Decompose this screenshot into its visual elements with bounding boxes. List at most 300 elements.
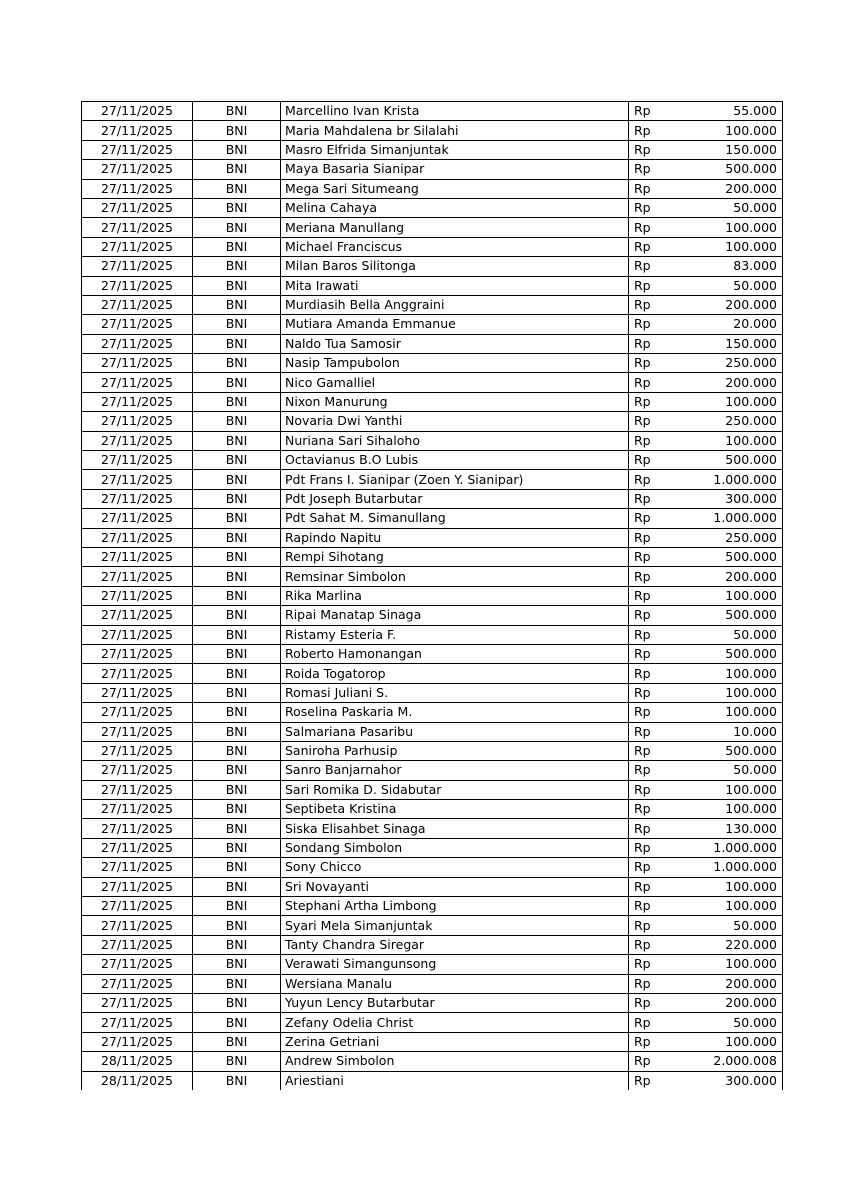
table-row [82, 877, 783, 896]
donor-name-cell: Stephani Artha Limbong [281, 897, 629, 916]
currency-cell: Rp [629, 140, 682, 159]
donor-name-cell: Nico Gamalliel [281, 373, 629, 392]
donor-name-cell: Nixon Manurung [281, 392, 629, 411]
donor-name-cell: Rapindo Napitu [281, 528, 629, 547]
amount-cell: 200.000 [681, 567, 783, 586]
table-row [82, 625, 783, 644]
table-row [82, 935, 783, 954]
date-cell: 27/11/2025 [82, 935, 193, 954]
table-row [82, 780, 783, 799]
currency-cell: Rp [629, 780, 682, 799]
currency-cell: Rp [629, 276, 682, 295]
currency-cell: Rp [629, 586, 682, 605]
amount-cell: 250.000 [681, 354, 783, 373]
table-row [82, 838, 783, 857]
bank-cell: BNI [193, 489, 281, 508]
donor-name-cell: Tanty Chandra Siregar [281, 935, 629, 954]
donor-name-cell: Salmariana Pasaribu [281, 722, 629, 741]
table-row [82, 1071, 783, 1090]
amount-cell: 200.000 [681, 993, 783, 1012]
table-row [82, 431, 783, 450]
donor-name-cell: Andrew Simbolon [281, 1052, 629, 1071]
date-cell: 27/11/2025 [82, 509, 193, 528]
donor-name-cell: Rika Marlina [281, 586, 629, 605]
bank-cell: BNI [193, 509, 281, 528]
bank-cell: BNI [193, 412, 281, 431]
bank-cell: BNI [193, 625, 281, 644]
donor-name-cell: Rempi Sihotang [281, 547, 629, 566]
currency-cell: Rp [629, 838, 682, 857]
donor-name-cell: Melina Cahaya [281, 198, 629, 217]
amount-cell: 150.000 [681, 334, 783, 353]
bank-cell: BNI [193, 451, 281, 470]
date-cell: 27/11/2025 [82, 800, 193, 819]
date-cell: 27/11/2025 [82, 470, 193, 489]
table-row [82, 295, 783, 314]
date-cell: 27/11/2025 [82, 819, 193, 838]
bank-cell: BNI [193, 547, 281, 566]
amount-cell: 200.000 [681, 295, 783, 314]
date-cell: 27/11/2025 [82, 198, 193, 217]
amount-cell: 150.000 [681, 140, 783, 159]
donor-name-cell: Marcellino Ivan Krista [281, 102, 629, 121]
amount-cell: 100.000 [681, 121, 783, 140]
table-row [82, 897, 783, 916]
bank-cell: BNI [193, 974, 281, 993]
date-cell: 27/11/2025 [82, 1032, 193, 1051]
donor-name-cell: Romasi Juliani S. [281, 683, 629, 702]
amount-cell: 50.000 [681, 761, 783, 780]
date-cell: 27/11/2025 [82, 412, 193, 431]
currency-cell: Rp [629, 257, 682, 276]
donor-name-cell: Syari Mela Simanjuntak [281, 916, 629, 935]
bank-cell: BNI [193, 955, 281, 974]
date-cell: 27/11/2025 [82, 780, 193, 799]
bank-cell: BNI [193, 567, 281, 586]
amount-cell: 100.000 [681, 955, 783, 974]
currency-cell: Rp [629, 1071, 682, 1090]
bank-cell: BNI [193, 1032, 281, 1051]
date-cell: 27/11/2025 [82, 606, 193, 625]
date-cell: 27/11/2025 [82, 586, 193, 605]
currency-cell: Rp [629, 237, 682, 256]
date-cell: 27/11/2025 [82, 179, 193, 198]
amount-cell: 300.000 [681, 489, 783, 508]
donor-name-cell: Verawati Simangunsong [281, 955, 629, 974]
amount-cell: 10.000 [681, 722, 783, 741]
table-row [82, 160, 783, 179]
bank-cell: BNI [193, 315, 281, 334]
amount-cell: 500.000 [681, 547, 783, 566]
donor-name-cell: Murdiasih Bella Anggraini [281, 295, 629, 314]
table-row [82, 451, 783, 470]
currency-cell: Rp [629, 819, 682, 838]
table-row [82, 528, 783, 547]
currency-cell: Rp [629, 121, 682, 140]
amount-cell: 100.000 [681, 237, 783, 256]
donor-name-cell: Meriana Manullang [281, 218, 629, 237]
amount-cell: 250.000 [681, 412, 783, 431]
bank-cell: BNI [193, 838, 281, 857]
bank-cell: BNI [193, 993, 281, 1012]
currency-cell: Rp [629, 897, 682, 916]
date-cell: 27/11/2025 [82, 974, 193, 993]
amount-cell: 100.000 [681, 877, 783, 896]
amount-cell: 130.000 [681, 819, 783, 838]
amount-cell: 200.000 [681, 974, 783, 993]
date-cell: 27/11/2025 [82, 121, 193, 140]
table-row [82, 218, 783, 237]
table-row [82, 315, 783, 334]
table-row [82, 993, 783, 1012]
bank-cell: BNI [193, 179, 281, 198]
currency-cell: Rp [629, 761, 682, 780]
donation-table-body [82, 102, 783, 1090]
currency-cell: Rp [629, 489, 682, 508]
table-row [82, 722, 783, 741]
currency-cell: Rp [629, 451, 682, 470]
date-cell: 27/11/2025 [82, 354, 193, 373]
amount-cell: 2.000.008 [681, 1052, 783, 1071]
date-cell: 27/11/2025 [82, 218, 193, 237]
donor-name-cell: Remsinar Simbolon [281, 567, 629, 586]
donor-name-cell: Zerina Getriani [281, 1032, 629, 1051]
date-cell: 27/11/2025 [82, 102, 193, 121]
bank-cell: BNI [193, 897, 281, 916]
amount-cell: 500.000 [681, 451, 783, 470]
donor-name-cell: Sony Chicco [281, 858, 629, 877]
currency-cell: Rp [629, 935, 682, 954]
amount-cell: 500.000 [681, 741, 783, 760]
date-cell: 28/11/2025 [82, 1071, 193, 1090]
table-row [82, 1013, 783, 1032]
date-cell: 27/11/2025 [82, 993, 193, 1012]
currency-cell: Rp [629, 160, 682, 179]
currency-cell: Rp [629, 528, 682, 547]
bank-cell: BNI [193, 237, 281, 256]
table-row [82, 1052, 783, 1071]
donor-name-cell: Mutiara Amanda Emmanue [281, 315, 629, 334]
date-cell: 27/11/2025 [82, 644, 193, 663]
currency-cell: Rp [629, 974, 682, 993]
donor-name-cell: Saniroha Parhusip [281, 741, 629, 760]
currency-cell: Rp [629, 547, 682, 566]
donor-name-cell: Sondang Simbolon [281, 838, 629, 857]
date-cell: 27/11/2025 [82, 295, 193, 314]
donor-name-cell: Mita Irawati [281, 276, 629, 295]
amount-cell: 100.000 [681, 703, 783, 722]
amount-cell: 500.000 [681, 160, 783, 179]
bank-cell: BNI [193, 218, 281, 237]
table-row [82, 1032, 783, 1051]
table-row [82, 800, 783, 819]
amount-cell: 500.000 [681, 644, 783, 663]
bank-cell: BNI [193, 606, 281, 625]
donor-name-cell: Siska Elisahbet Sinaga [281, 819, 629, 838]
bank-cell: BNI [193, 916, 281, 935]
date-cell: 27/11/2025 [82, 664, 193, 683]
table-row [82, 257, 783, 276]
table-row [82, 179, 783, 198]
table-row [82, 741, 783, 760]
table-row [82, 276, 783, 295]
table-row [82, 140, 783, 159]
date-cell: 28/11/2025 [82, 1052, 193, 1071]
bank-cell: BNI [193, 1013, 281, 1032]
currency-cell: Rp [629, 1032, 682, 1051]
date-cell: 27/11/2025 [82, 547, 193, 566]
table-row [82, 664, 783, 683]
date-cell: 27/11/2025 [82, 276, 193, 295]
currency-cell: Rp [629, 800, 682, 819]
table-row [82, 644, 783, 663]
amount-cell: 220.000 [681, 935, 783, 954]
bank-cell: BNI [193, 198, 281, 217]
date-cell: 27/11/2025 [82, 703, 193, 722]
table-row [82, 683, 783, 702]
bank-cell: BNI [193, 140, 281, 159]
amount-cell: 200.000 [681, 179, 783, 198]
table-row [82, 547, 783, 566]
bank-cell: BNI [193, 819, 281, 838]
date-cell: 27/11/2025 [82, 489, 193, 508]
currency-cell: Rp [629, 1052, 682, 1071]
bank-cell: BNI [193, 431, 281, 450]
donor-name-cell: Wersiana Manalu [281, 974, 629, 993]
date-cell: 27/11/2025 [82, 140, 193, 159]
amount-cell: 100.000 [681, 586, 783, 605]
bank-cell: BNI [193, 935, 281, 954]
donor-name-cell: Novaria Dwi Yanthi [281, 412, 629, 431]
currency-cell: Rp [629, 644, 682, 663]
donor-name-cell: Mega Sari Situmeang [281, 179, 629, 198]
date-cell: 27/11/2025 [82, 160, 193, 179]
bank-cell: BNI [193, 703, 281, 722]
table-row [82, 606, 783, 625]
table-row [82, 703, 783, 722]
amount-cell: 1.000.000 [681, 838, 783, 857]
donor-name-cell: Roberto Hamonangan [281, 644, 629, 663]
currency-cell: Rp [629, 916, 682, 935]
currency-cell: Rp [629, 664, 682, 683]
amount-cell: 100.000 [681, 683, 783, 702]
donor-name-cell: Pdt Frans I. Sianipar (Zoen Y. Sianipar) [281, 470, 629, 489]
donor-name-cell: Roida Togatorop [281, 664, 629, 683]
bank-cell: BNI [193, 780, 281, 799]
bank-cell: BNI [193, 470, 281, 489]
table-row [82, 392, 783, 411]
currency-cell: Rp [629, 606, 682, 625]
amount-cell: 55.000 [681, 102, 783, 121]
donor-name-cell: Michael Franciscus [281, 237, 629, 256]
bank-cell: BNI [193, 295, 281, 314]
amount-cell: 1.000.000 [681, 858, 783, 877]
bank-cell: BNI [193, 121, 281, 140]
date-cell: 27/11/2025 [82, 315, 193, 334]
donor-name-cell: Milan Baros Silitonga [281, 257, 629, 276]
currency-cell: Rp [629, 431, 682, 450]
donor-name-cell: Zefany Odelia Christ [281, 1013, 629, 1032]
currency-cell: Rp [629, 741, 682, 760]
currency-cell: Rp [629, 354, 682, 373]
table-row [82, 761, 783, 780]
amount-cell: 1.000.000 [681, 509, 783, 528]
currency-cell: Rp [629, 625, 682, 644]
donor-name-cell: Maria Mahdalena br Silalahi [281, 121, 629, 140]
bank-cell: BNI [193, 160, 281, 179]
date-cell: 27/11/2025 [82, 761, 193, 780]
currency-cell: Rp [629, 392, 682, 411]
donation-table [81, 101, 783, 1090]
amount-cell: 100.000 [681, 1032, 783, 1051]
date-cell: 27/11/2025 [82, 528, 193, 547]
bank-cell: BNI [193, 800, 281, 819]
bank-cell: BNI [193, 877, 281, 896]
donor-name-cell: Maya Basaria Sianipar [281, 160, 629, 179]
bank-cell: BNI [193, 276, 281, 295]
bank-cell: BNI [193, 644, 281, 663]
table-row [82, 489, 783, 508]
donor-name-cell: Nuriana Sari Sihaloho [281, 431, 629, 450]
table-row [82, 198, 783, 217]
table-row [82, 237, 783, 256]
currency-cell: Rp [629, 509, 682, 528]
date-cell: 27/11/2025 [82, 897, 193, 916]
currency-cell: Rp [629, 567, 682, 586]
amount-cell: 100.000 [681, 800, 783, 819]
currency-cell: Rp [629, 703, 682, 722]
date-cell: 27/11/2025 [82, 257, 193, 276]
currency-cell: Rp [629, 412, 682, 431]
date-cell: 27/11/2025 [82, 625, 193, 644]
bank-cell: BNI [193, 741, 281, 760]
date-cell: 27/11/2025 [82, 683, 193, 702]
amount-cell: 1.000.000 [681, 470, 783, 489]
donor-name-cell: Sanro Banjarnahor [281, 761, 629, 780]
date-cell: 27/11/2025 [82, 431, 193, 450]
amount-cell: 50.000 [681, 916, 783, 935]
donor-name-cell: Ripai Manatap Sinaga [281, 606, 629, 625]
currency-cell: Rp [629, 179, 682, 198]
table-row [82, 470, 783, 489]
donor-name-cell: Septibeta Kristina [281, 800, 629, 819]
donor-name-cell: Nasip Tampubolon [281, 354, 629, 373]
donor-name-cell: Masro Elfrida Simanjuntak [281, 140, 629, 159]
donor-name-cell: Ariestiani [281, 1071, 629, 1090]
date-cell: 27/11/2025 [82, 237, 193, 256]
currency-cell: Rp [629, 102, 682, 121]
amount-cell: 100.000 [681, 897, 783, 916]
currency-cell: Rp [629, 722, 682, 741]
bank-cell: BNI [193, 392, 281, 411]
donor-name-cell: Octavianus B.O Lubis [281, 451, 629, 470]
bank-cell: BNI [193, 722, 281, 741]
table-row [82, 354, 783, 373]
donor-name-cell: Roselina Paskaria M. [281, 703, 629, 722]
table-row [82, 819, 783, 838]
bank-cell: BNI [193, 334, 281, 353]
amount-cell: 500.000 [681, 606, 783, 625]
table-row [82, 586, 783, 605]
bank-cell: BNI [193, 586, 281, 605]
table-row [82, 102, 783, 121]
bank-cell: BNI [193, 257, 281, 276]
bank-cell: BNI [193, 858, 281, 877]
table-row [82, 509, 783, 528]
currency-cell: Rp [629, 877, 682, 896]
bank-cell: BNI [193, 683, 281, 702]
amount-cell: 50.000 [681, 276, 783, 295]
donor-name-cell: Yuyun Lency Butarbutar [281, 993, 629, 1012]
table-row [82, 858, 783, 877]
donor-name-cell: Sri Novayanti [281, 877, 629, 896]
table-row [82, 121, 783, 140]
currency-cell: Rp [629, 683, 682, 702]
currency-cell: Rp [629, 295, 682, 314]
amount-cell: 100.000 [681, 218, 783, 237]
currency-cell: Rp [629, 334, 682, 353]
amount-cell: 100.000 [681, 664, 783, 683]
bank-cell: BNI [193, 1071, 281, 1090]
table-row [82, 916, 783, 935]
bank-cell: BNI [193, 664, 281, 683]
date-cell: 27/11/2025 [82, 1013, 193, 1032]
donor-name-cell: Naldo Tua Samosir [281, 334, 629, 353]
date-cell: 27/11/2025 [82, 722, 193, 741]
donor-name-cell: Ristamy Esteria F. [281, 625, 629, 644]
currency-cell: Rp [629, 858, 682, 877]
donor-name-cell: Pdt Sahat M. Simanullang [281, 509, 629, 528]
amount-cell: 50.000 [681, 625, 783, 644]
bank-cell: BNI [193, 761, 281, 780]
currency-cell: Rp [629, 955, 682, 974]
amount-cell: 100.000 [681, 780, 783, 799]
table-row [82, 955, 783, 974]
donor-name-cell: Sari Romika D. Sidabutar [281, 780, 629, 799]
bank-cell: BNI [193, 354, 281, 373]
date-cell: 27/11/2025 [82, 858, 193, 877]
donor-name-cell: Pdt Joseph Butarbutar [281, 489, 629, 508]
amount-cell: 300.000 [681, 1071, 783, 1090]
table-row [82, 412, 783, 431]
date-cell: 27/11/2025 [82, 373, 193, 392]
currency-cell: Rp [629, 470, 682, 489]
bank-cell: BNI [193, 102, 281, 121]
currency-cell: Rp [629, 373, 682, 392]
currency-cell: Rp [629, 315, 682, 334]
amount-cell: 250.000 [681, 528, 783, 547]
date-cell: 27/11/2025 [82, 838, 193, 857]
date-cell: 27/11/2025 [82, 392, 193, 411]
date-cell: 27/11/2025 [82, 955, 193, 974]
date-cell: 27/11/2025 [82, 916, 193, 935]
table-row [82, 974, 783, 993]
bank-cell: BNI [193, 1052, 281, 1071]
date-cell: 27/11/2025 [82, 877, 193, 896]
date-cell: 27/11/2025 [82, 451, 193, 470]
currency-cell: Rp [629, 993, 682, 1012]
amount-cell: 100.000 [681, 392, 783, 411]
date-cell: 27/11/2025 [82, 567, 193, 586]
amount-cell: 200.000 [681, 373, 783, 392]
date-cell: 27/11/2025 [82, 741, 193, 760]
date-cell: 27/11/2025 [82, 334, 193, 353]
currency-cell: Rp [629, 198, 682, 217]
amount-cell: 50.000 [681, 1013, 783, 1032]
table-row [82, 567, 783, 586]
bank-cell: BNI [193, 528, 281, 547]
amount-cell: 100.000 [681, 431, 783, 450]
